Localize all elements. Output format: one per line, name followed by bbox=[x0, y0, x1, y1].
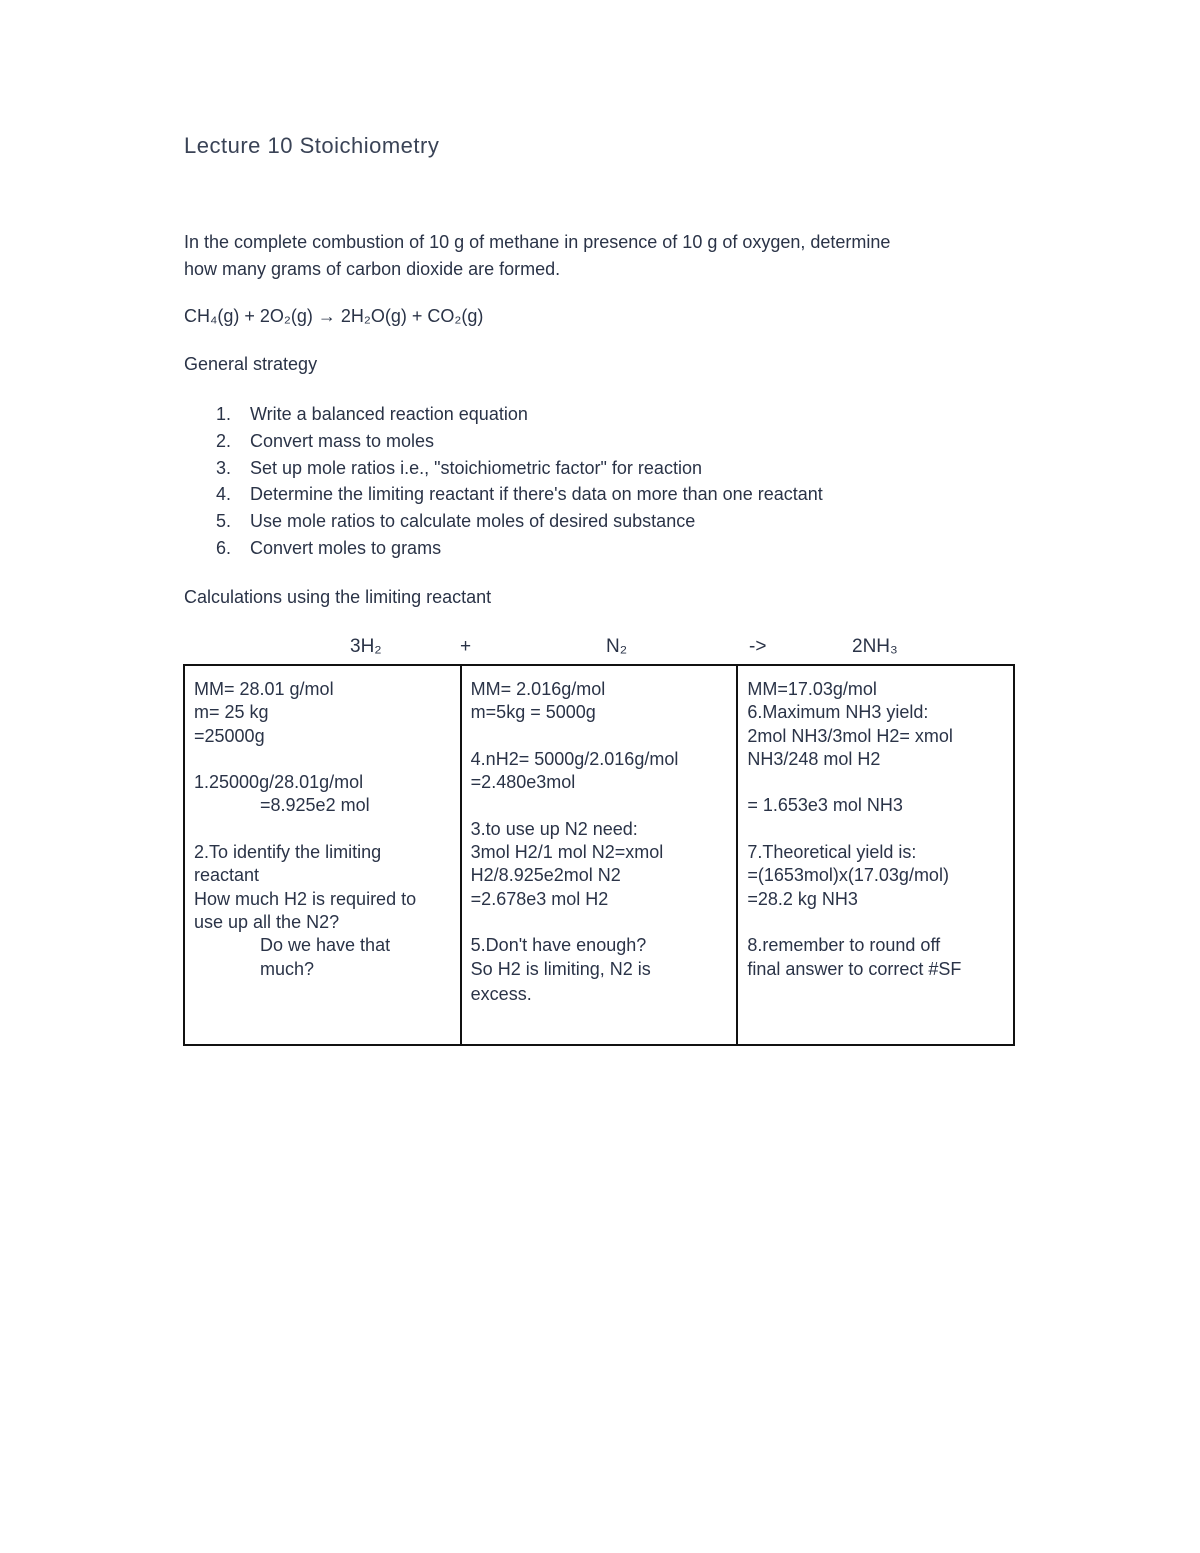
table-line: = 1.653e3 mol NH3 bbox=[747, 795, 903, 816]
strategy-heading: General strategy bbox=[184, 354, 318, 374]
table-line: NH3/248 mol H2 bbox=[747, 748, 881, 769]
hydrogen-column bbox=[185, 666, 460, 1044]
step-number: 6. bbox=[216, 537, 232, 558]
product-ammonia: 2NH₃ bbox=[852, 636, 898, 657]
table-line: 5.Don't have enough? bbox=[470, 935, 647, 956]
table-line: m= 25 kg bbox=[194, 702, 269, 723]
table-line: 8.remember to round off bbox=[747, 935, 941, 956]
combustion-equation: CH₄(g) + 2O₂(g) → 2H₂O(g) + CO₂(g) bbox=[184, 306, 484, 326]
table-line: much? bbox=[260, 958, 315, 979]
table-line: =(1653mol)x(17.03g/mol) bbox=[747, 865, 949, 886]
problem-line-2: how many grams of carbon dioxide are formed. bbox=[184, 259, 561, 279]
table-line: =8.925e2 mol bbox=[260, 795, 370, 816]
table-line: =25000g bbox=[194, 725, 265, 746]
nitrogen-column bbox=[460, 666, 737, 1044]
table-line: =28.2 kg NH3 bbox=[747, 888, 858, 909]
step-text: Use mole ratios to calculate moles of desired substance bbox=[250, 511, 696, 532]
step-text: Write a balanced reaction equation bbox=[250, 404, 528, 424]
problem-statement bbox=[184, 229, 1014, 283]
table-line: Do we have that bbox=[260, 935, 391, 956]
page-title: Lecture 10 Stoichiometry bbox=[184, 133, 440, 158]
table-line: So H2 is limiting, N2 is bbox=[470, 958, 651, 979]
plus-sign: + bbox=[460, 636, 472, 657]
table-line: H2/8.925e2mol N2 bbox=[470, 865, 621, 886]
table-line: =2.480e3mol bbox=[470, 772, 576, 793]
strategy-step bbox=[184, 428, 823, 455]
table-line: How much H2 is required to bbox=[194, 888, 417, 909]
step-text: Convert moles to grams bbox=[250, 537, 442, 558]
step-number: 1. bbox=[216, 404, 232, 424]
step-number: 3. bbox=[216, 457, 232, 478]
step-number: 5. bbox=[216, 511, 232, 532]
table-line: 2mol NH3/3mol H2= xmol bbox=[747, 725, 953, 746]
step-number: 2. bbox=[216, 430, 232, 451]
step-text: Convert mass to moles bbox=[250, 430, 435, 451]
table-line: 3mol H2/1 mol N2=xmol bbox=[470, 842, 664, 863]
ammonia-column bbox=[736, 666, 1013, 1044]
calculations-heading: Calculations using the limiting reactant bbox=[184, 587, 492, 607]
reactant-hydrogen: 3H₂ bbox=[350, 636, 382, 657]
step-text: Set up mole ratios i.e., "stoichiometric factor" for reaction bbox=[250, 457, 702, 478]
step-text: Determine the limiting reactant if there's data on more than one reactant bbox=[250, 484, 823, 505]
step-number: 4. bbox=[216, 484, 232, 505]
ammonia-reaction-equation bbox=[0, 636, 1200, 664]
table-line: use up all the N2? bbox=[194, 911, 340, 932]
strategy-step bbox=[184, 508, 823, 535]
table-line: 4.nH2= 5000g/2.016g/mol bbox=[470, 748, 679, 769]
table-line: reactant bbox=[194, 865, 260, 886]
strategy-steps-list bbox=[184, 401, 823, 562]
table-line: excess. bbox=[470, 983, 532, 1004]
table-line: 3.to use up N2 need: bbox=[470, 818, 638, 839]
table-line: MM=17.03g/mol bbox=[747, 679, 877, 699]
strategy-step bbox=[184, 535, 823, 562]
strategy-step bbox=[184, 481, 823, 508]
problem-line-1: In the complete combustion of 10 g of methane in presence of 10 g of oxygen, determine bbox=[184, 232, 891, 252]
table-line: MM= 2.016g/mol bbox=[470, 679, 606, 699]
reactant-nitrogen: N₂ bbox=[606, 636, 628, 657]
table-line: final answer to correct #SF bbox=[747, 958, 962, 979]
strategy-step bbox=[184, 401, 823, 428]
reaction-arrow: -> bbox=[749, 636, 767, 657]
calculation-table bbox=[183, 664, 1015, 1046]
table-line: m=5kg = 5000g bbox=[470, 702, 596, 723]
table-line: 1.25000g/28.01g/mol bbox=[194, 772, 364, 793]
table-line: =2.678e3 mol H2 bbox=[470, 888, 609, 909]
table-line: MM= 28.01 g/mol bbox=[194, 679, 334, 699]
table-line: 6.Maximum NH3 yield: bbox=[747, 702, 929, 723]
table-line: 2.To identify the limiting bbox=[194, 842, 382, 863]
table-line: 7.Theoretical yield is: bbox=[747, 842, 917, 863]
strategy-step bbox=[184, 455, 823, 482]
